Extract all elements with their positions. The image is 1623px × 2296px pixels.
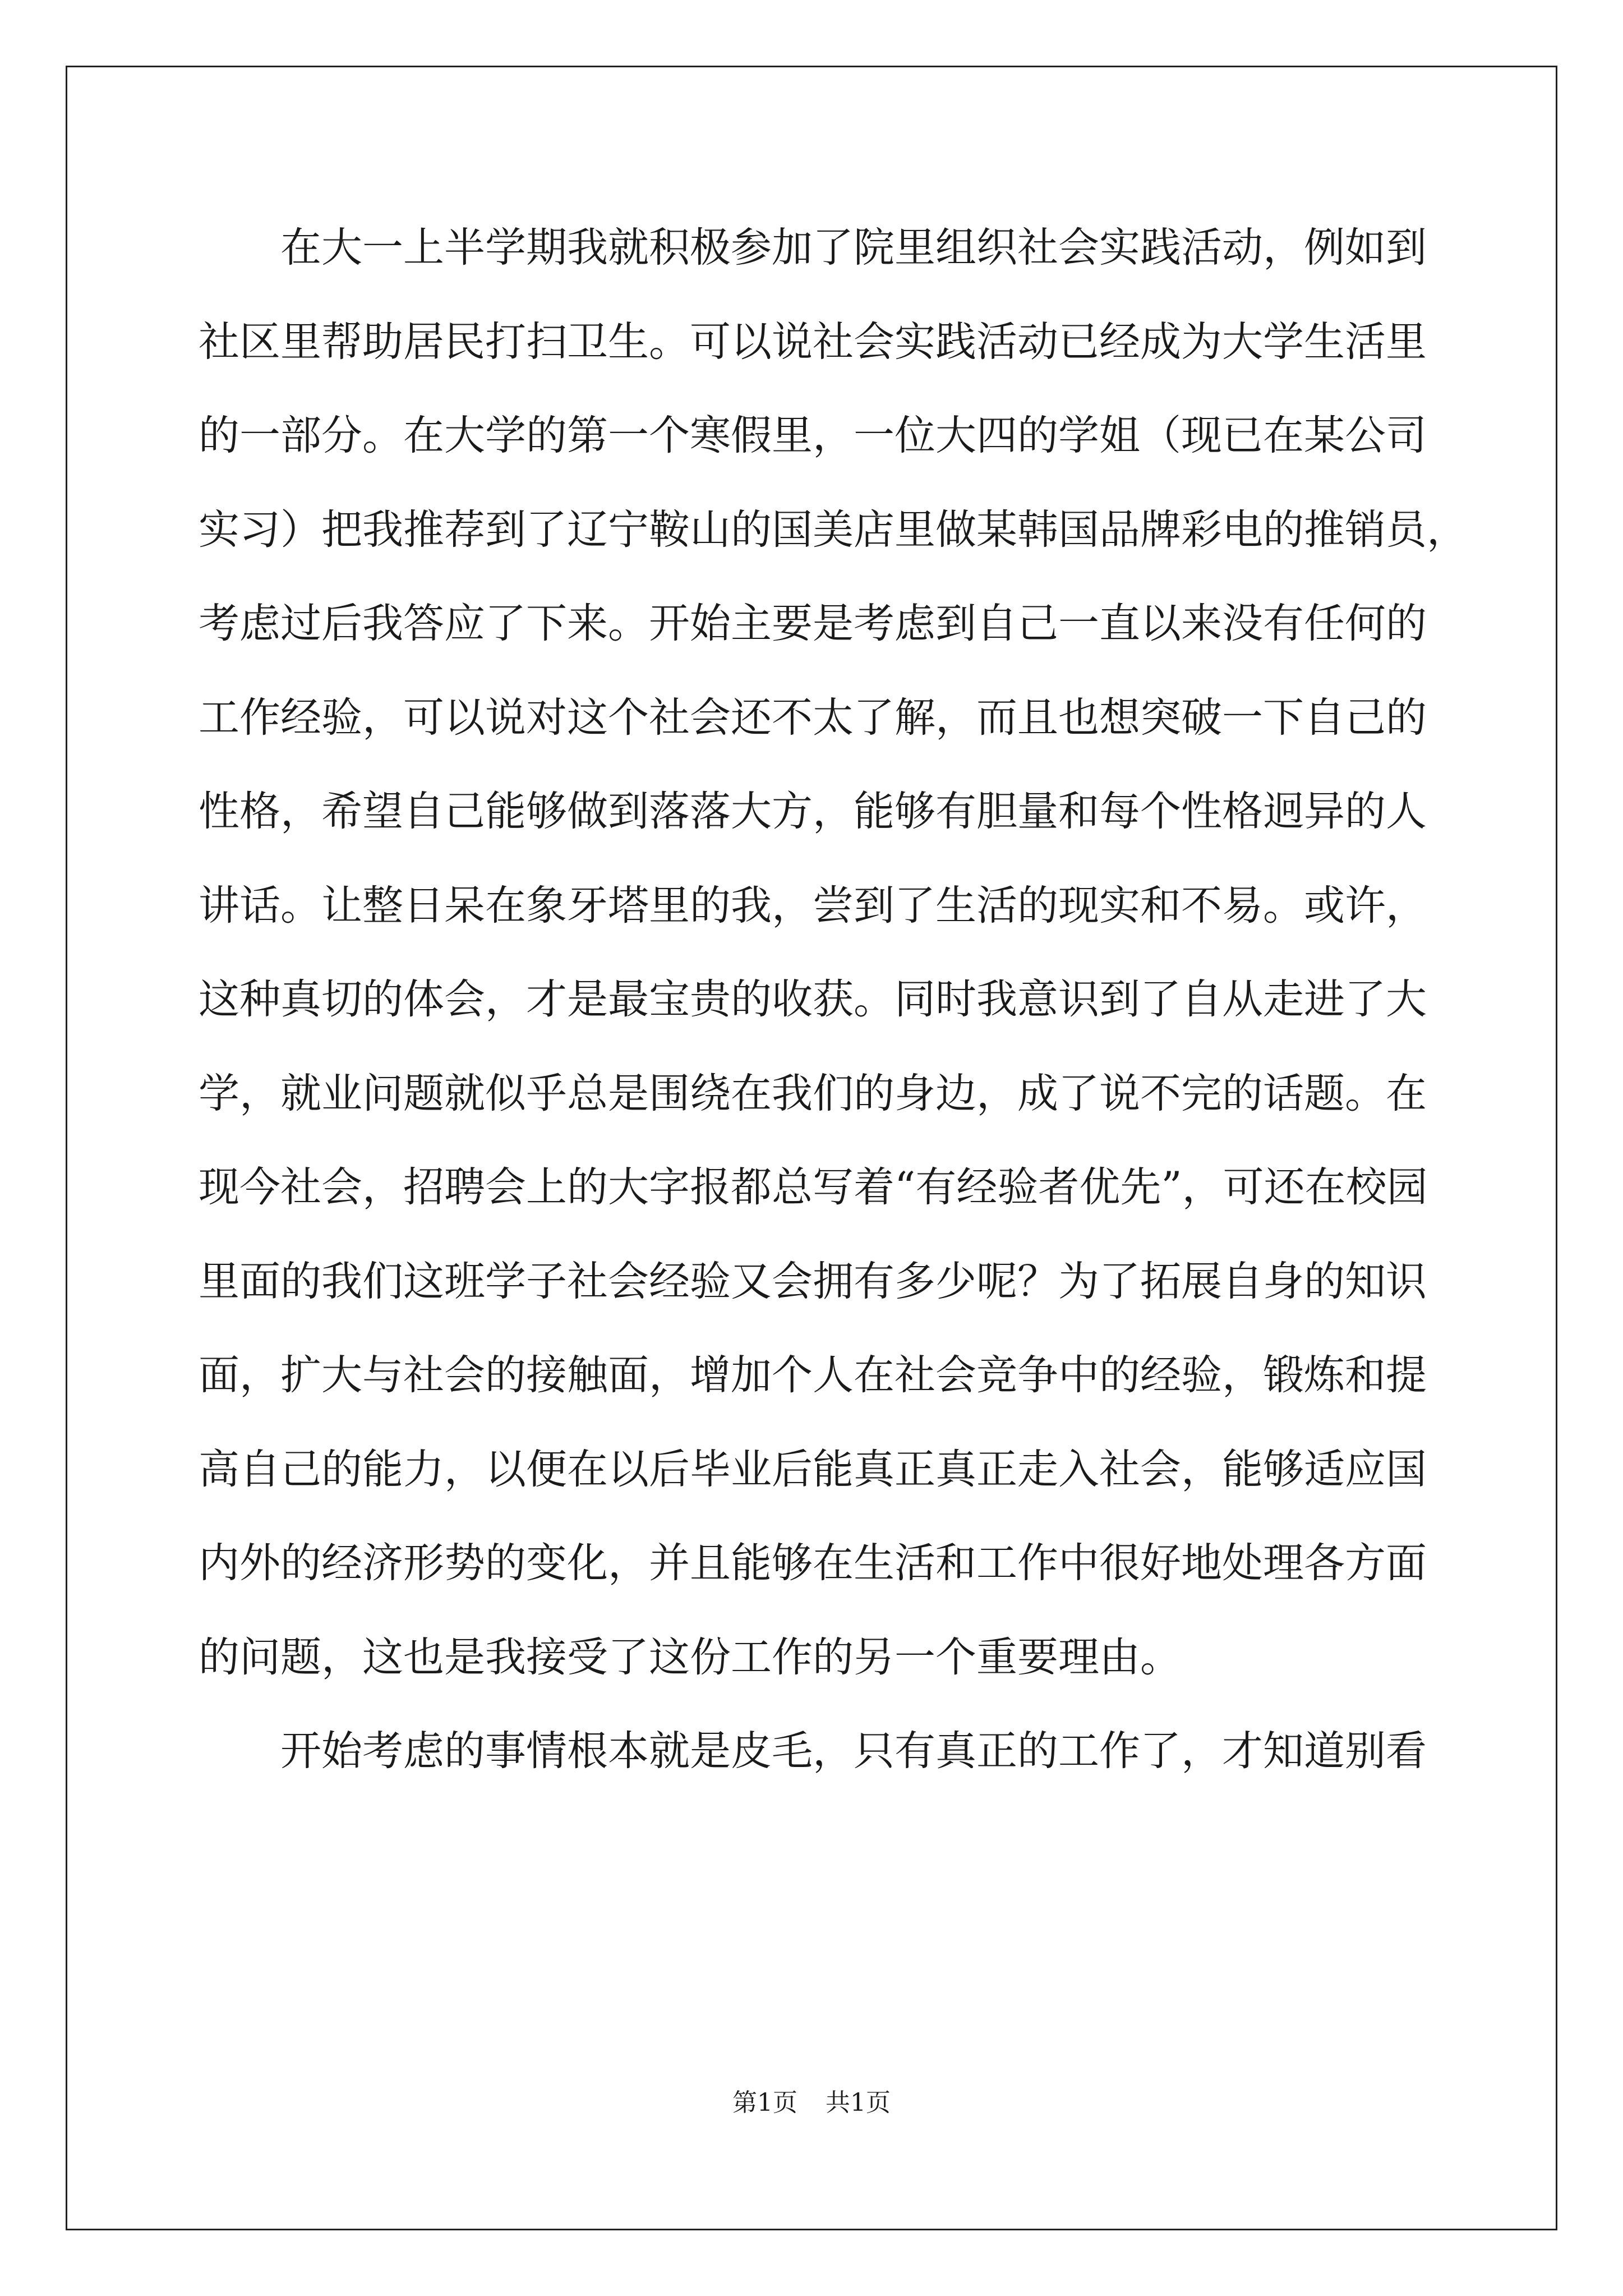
paragraph-1-line-4	[199, 483, 1468, 577]
page-number-current: 第1页	[732, 2088, 797, 2117]
page-footer	[0, 2082, 1623, 2118]
paragraph-1-line-11	[199, 1140, 1426, 1235]
paragraph-1-line-3	[199, 389, 1426, 483]
text-line: 考虑过后我答应了下来。开始主要是考虑到自己一直以来没有任何的	[199, 600, 1427, 647]
text-line: 面，扩大与社会的接触面，增加个人在社会竞争中的经验，锻炼和提	[199, 1351, 1427, 1399]
page-number-total: 共1页	[826, 2088, 891, 2117]
text-line: 工作经验，可以说对这个社会还不太了解，而且也想突破一下自己的	[199, 693, 1427, 742]
paragraph-1-line-9	[199, 953, 1426, 1047]
paragraph-1-line-8	[199, 859, 1426, 953]
text-line: 开始考虑的事情根本就是皮毛，只有真正的工作了，才知道别看	[280, 1727, 1427, 1775]
paragraph-1-line-13	[199, 1328, 1426, 1423]
text-line: 学，就业问题就似乎总是围绕在我们的身边，成了说不完的话题。在	[199, 1069, 1427, 1117]
paragraph-1-line-14	[199, 1423, 1426, 1517]
text-line: 性格，希望自己能够做到落落大方，能够有胆量和每个性格迥异的人	[199, 788, 1427, 835]
paragraph-1-line-12	[199, 1235, 1426, 1329]
paragraph-1-line-5	[199, 577, 1426, 671]
paragraph-1-line-10	[199, 1047, 1426, 1141]
text-line: 里面的我们这班学子社会经验又会拥有多少呢？为了拓展自身的知识	[199, 1257, 1427, 1305]
text-line: 的一部分。在大学的第一个寒假里，一位大四的学姐（现已在某公司	[199, 412, 1427, 459]
text-line: 内外的经济形势的变化，并且能够在生活和工作中很好地处理各方面	[199, 1539, 1427, 1587]
paragraph-1-line-6	[199, 671, 1426, 765]
paragraph-2-line-1	[199, 1704, 1426, 1798]
text-line: 的问题，这也是我接受了这份工作的另一个重要理由。	[199, 1633, 1181, 1681]
text-line: 社区里帮助居民打扫卫生。可以说社会实践活动已经成为大学生活里	[199, 318, 1427, 366]
text-line: 这种真切的体会，才是最宝贵的收获。同时我意识到了自从走进了大	[199, 976, 1427, 1023]
paragraph-1-line-16	[199, 1611, 1426, 1705]
paragraph-1-line-2	[199, 295, 1426, 389]
paragraph-1-line-7	[199, 765, 1426, 859]
text-line: 实习）把我推荐到了辽宁鞍山的国美店里做某韩国品牌彩电的推销员，	[199, 505, 1468, 554]
text-line: 高自己的能力，以便在以后毕业后能真正真正走入社会，能够适应国	[199, 1445, 1427, 1493]
paragraph-1-line-15	[199, 1516, 1426, 1611]
text-line: 在大一上半学期我就积极参加了院里组织社会实践活动，例如到	[280, 224, 1427, 272]
text-line: 讲话。让整日呆在象牙塔里的我，尝到了生活的现实和不易。或许，	[199, 881, 1427, 930]
paragraph-1-line-1	[199, 201, 1426, 295]
text-line: 现今社会，招聘会上的大字报都总写着“有经验者优先”，可还在校园	[199, 1163, 1428, 1211]
document-body	[199, 201, 1468, 1798]
